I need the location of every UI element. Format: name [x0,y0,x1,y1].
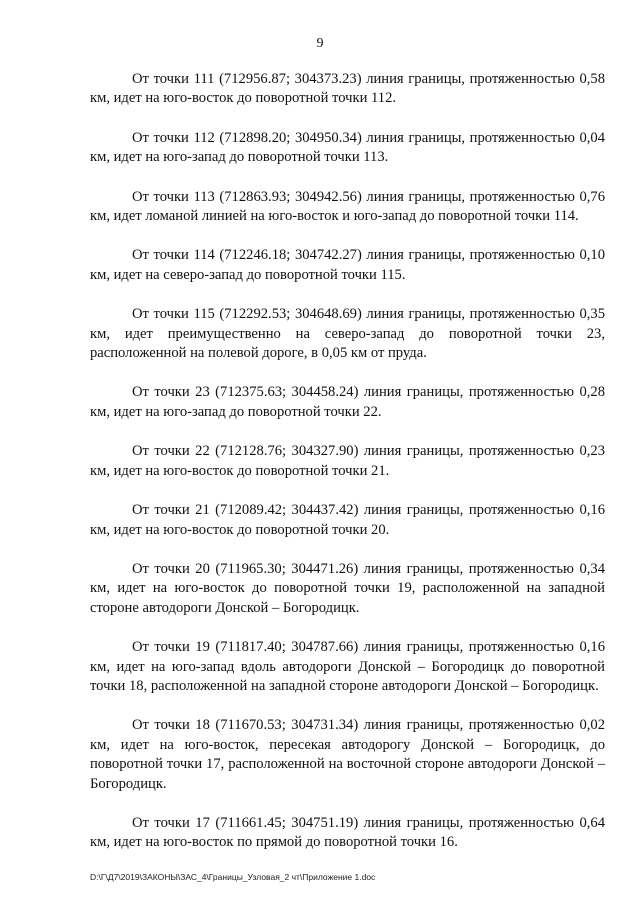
paragraph-point-115: От точки 115 (712292.53; 304648.69) линия границы, протяженностью 0,35 км, идет преимущественно на северо-запад до поворотной точки 23, расположенной на полевой дороге, в 0,05 км от пруда. [90,306,605,362]
file-path-footer: D:\Г\Д7\2019\ЗАКОНЫ\ЗАС_4\Границы_Узловая_2 чт\Приложение 1.doc [90,872,376,882]
paragraph-point-114: От точки 114 (712246.18; 304742.27) линия границы, протяженностью 0,10 км, идет на северо-запад до поворотной точки 115. [90,247,605,283]
paragraph-point-20: От точки 20 (711965.30; 304471.26) линия границы, протяженностью 0,34 км, идет на юго-восток до поворотной точки 19, расположенной на западной стороне автодороги Донской – Богородицк. [90,560,605,616]
paragraph-point-111: От точки 111 (712956.87; 304373.23) линия границы, протяженностью 0,58 км, идет на юго-восток до поворотной точки 112. [90,71,605,107]
paragraph-point-18: От точки 18 (711670.53; 304731.34) линия границы, протяженностью 0,02 км, идет на юго-восток, пересекая автодорогу Донской – Богородицк, до поворотной точки 17, расположенной на восточной стороне автодороги Донской – Богородицк. [90,717,605,792]
paragraph-point-23: От точки 23 (712375.63; 304458.24) линия границы, протяженностью 0,28 км, идет на юго-запад до поворотной точки 22. [90,384,605,420]
paragraph-point-21: От точки 21 (712089.42; 304437.42) линия границы, протяженностью 0,16 км, идет на юго-восток до поворотной точки 20. [90,502,605,538]
paragraph-point-113: От точки 113 (712863.93; 304942.56) линия границы, протяженностью 0,76 км, идет ломаной линией на юго-восток и юго-запад до поворотной точки 114. [90,188,605,225]
paragraph-point-19: От точки 19 (711817.40; 304787.66) линия границы, протяженностью 0,16 км, идет на юго-запад вдоль автодороги Донской – Богородицк до поворотной точки 18, расположенной на западной стороне автодороги Донской – Богородицк. [90,639,605,694]
paragraph-point-17: От точки 17 (711661.45; 304751.19) линия границы, протяженностью 0,64 км, идет на юго-восток по прямой до поворотной точки 16. [90,814,605,851]
paragraph-point-112: От точки 112 (712898.20; 304950.34) линия границы, протяженностью 0,04 км, идет на юго-запад до поворотной точки 113. [90,129,605,166]
paragraph-point-22: От точки 22 (712128.76; 304327.90) линия границы, протяженностью 0,23 км, идет на юго-восток до поворотной точки 21. [90,443,605,479]
page-number: 9 [316,36,324,51]
document-body [90,70,605,873]
